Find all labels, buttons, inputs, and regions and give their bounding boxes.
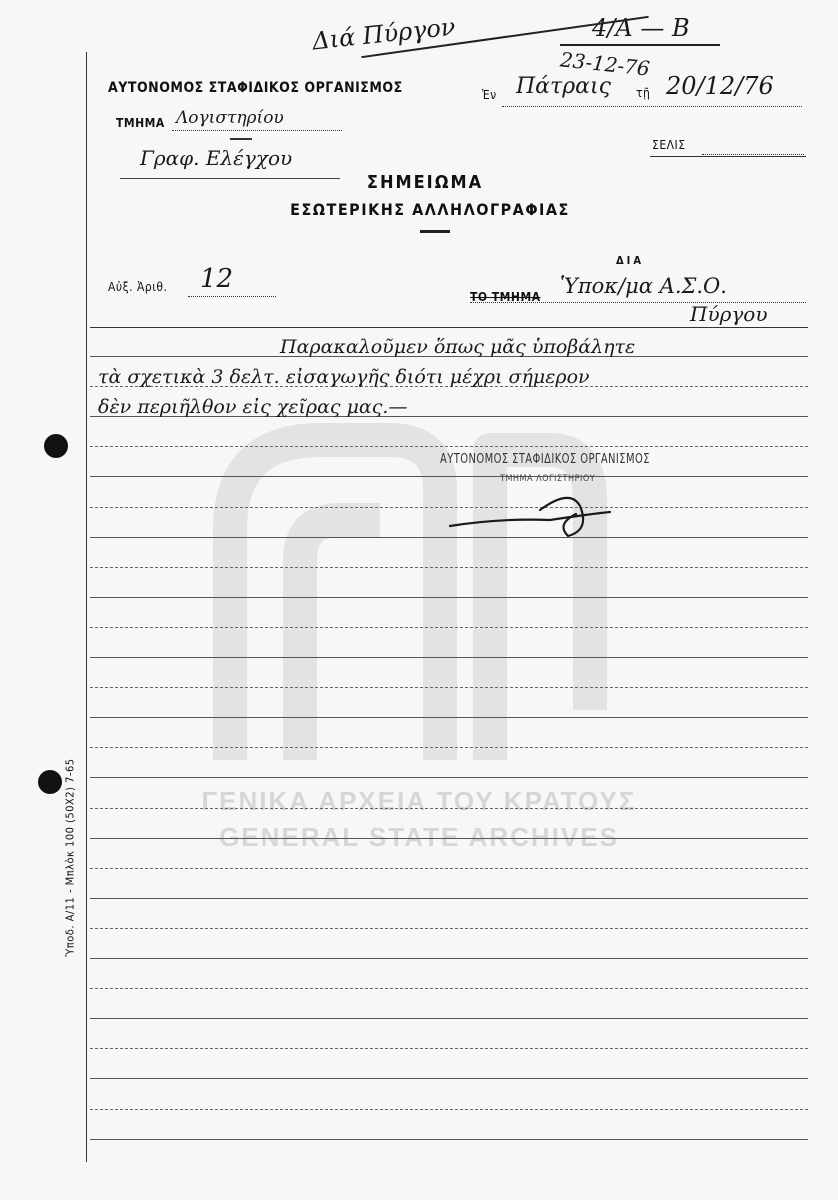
title-ornament — [420, 230, 450, 233]
ruled-line — [90, 958, 808, 959]
ruled-line — [90, 597, 808, 598]
ruled-line — [90, 808, 808, 809]
ruled-line — [90, 446, 808, 447]
ruled-line — [90, 1078, 808, 1079]
ruled-line — [90, 627, 808, 628]
page-underline — [650, 156, 806, 157]
organization-name: ΑΥΤΟΝΟΜΟΣ ΣΤΑΦΙΔΙΚΟΣ ΟΡΓΑΝΙΣΜΟΣ — [108, 80, 403, 96]
handwritten-top-note: Διά Πύργον — [310, 12, 457, 56]
ruled-line — [90, 687, 808, 688]
date-prefix: τῇ — [636, 86, 651, 100]
ruled-line — [90, 717, 808, 718]
signature — [440, 484, 620, 544]
stamp-line-2: ΤΜΗΜΑ ΛΟΓΙΣΤΗΡΙΟΥ — [500, 474, 596, 484]
watermark-line-1: ΓΕΝΙΚΑ ΑΡΧΕΙΑ ΤΟΥ ΚΡΑΤΟΥΣ — [201, 786, 637, 816]
gak-logo-icon — [190, 410, 620, 790]
header-separator — [90, 327, 808, 328]
page-field — [702, 142, 804, 155]
date-value: 20/12/76 — [666, 72, 774, 100]
department-divider — [230, 138, 252, 140]
department-label: ΤΜΗΜΑ — [116, 116, 165, 130]
document-title: ΣΗΜΕΙΩΜΑ — [366, 172, 484, 193]
to-value-line-2: Πύργου — [690, 302, 768, 326]
punch-hole-bottom — [38, 770, 62, 794]
number-value: 12 — [200, 264, 234, 294]
page-label: ΣΕΛΙΣ — [652, 138, 686, 152]
sub-department-value: Γραφ. Ελέγχου — [140, 146, 293, 170]
ruled-line — [90, 928, 808, 929]
body-line-1: Παρακαλοῦμεν ὅπως μᾶς ὑποβάλητε — [280, 336, 636, 358]
watermark-line-2: GENERAL STATE ARCHIVES — [219, 822, 619, 852]
dia-label: ΔΙΑ — [616, 254, 644, 267]
ruled-line — [90, 838, 808, 839]
ruled-line — [90, 1048, 808, 1049]
punch-hole-top — [44, 434, 68, 458]
ruled-line — [90, 1109, 808, 1110]
department-value: Λογιστηρίου — [176, 108, 284, 128]
ruled-line — [90, 898, 808, 899]
ruled-line — [90, 657, 808, 658]
reference-code: 4/Α — Β — [592, 14, 690, 42]
ruled-line — [90, 868, 808, 869]
reference-underline — [560, 44, 720, 46]
received-date: 23-12-76 — [558, 47, 651, 81]
place-value: Πάτραις — [516, 74, 611, 99]
stamp-line-1: ΑΥΤΟΝΟΜΟΣ ΣΤΑΦΙΔΙΚΟΣ ΟΡΓΑΝΙΣΜΟΣ — [440, 452, 650, 467]
ruled-line — [90, 476, 808, 477]
ruled-line — [90, 1018, 808, 1019]
body-line-3: δὲν περιῆλθον εἰς χεῖρας μας.— — [98, 396, 408, 418]
document-subtitle: ΕΣΩΤΕΡΙΚΗΣ ΑΛΛΗΛΟΓΡΑΦΙΑΣ — [290, 200, 570, 219]
place-prefix: Ἐν — [482, 88, 497, 102]
ruled-line — [90, 747, 808, 748]
ruled-line — [90, 567, 808, 568]
form-code: Ὑποδ. Α/11 - Μπλὸκ 100 (50Χ2) 7-65 — [63, 758, 77, 957]
to-label: ΤΟ ΤΜΗΜΑ — [470, 290, 541, 304]
number-label: Αὐξ. Ἀριθ. — [108, 280, 168, 294]
margin-rule — [86, 52, 87, 1162]
ruled-line — [90, 988, 808, 989]
ruled-line — [90, 777, 808, 778]
to-value-line-1: Ὑποκ/μα Α.Σ.Ο. — [560, 274, 727, 298]
body-line-2: τὰ σχετικὰ 3 δελτ. εἰσαγωγῆς διότι μέχρι σήμερον — [98, 366, 590, 388]
ruled-line — [90, 1139, 808, 1140]
